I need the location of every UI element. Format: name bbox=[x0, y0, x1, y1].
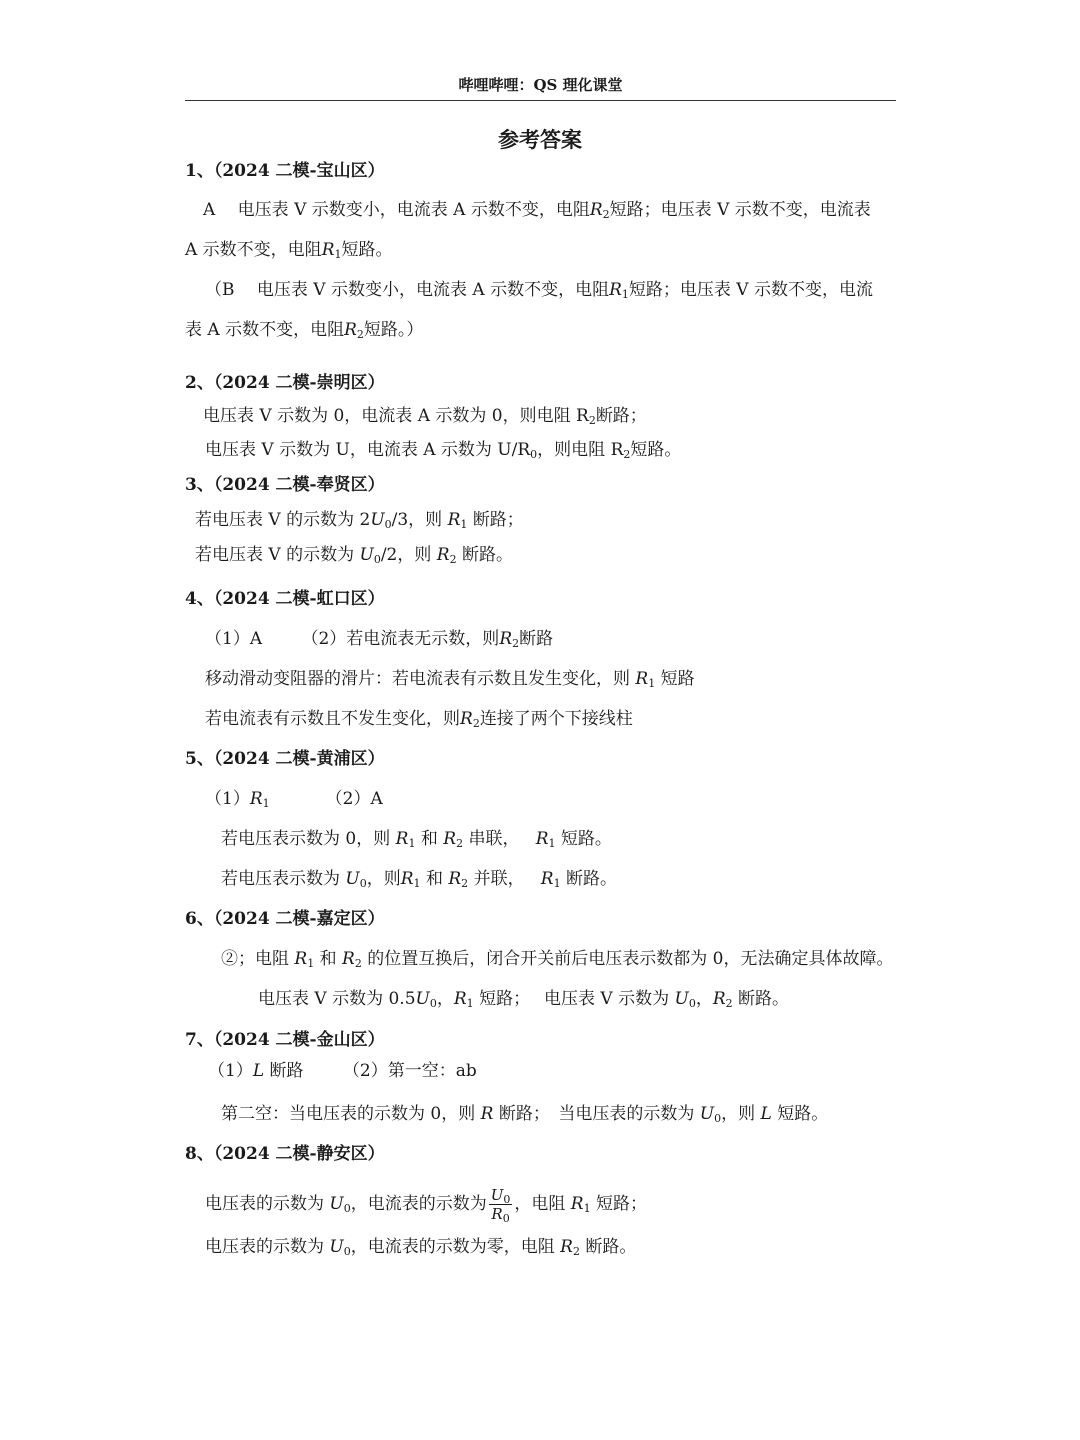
q2-line-1: 电压表 V 示数为 0，电流表 A 示数为 0，则电阻 $R_2$断路； bbox=[203, 406, 647, 427]
question-3-heading: 3、（2024 二模-奉贤区） bbox=[185, 475, 385, 495]
fraction-u0-over-r0: $\frac{U_0}{R_0}$ bbox=[490, 1186, 511, 1225]
q6-line-1: ②；电阻 $R_1$ 和 $R_2$ 的位置互换后，闭合开关前后电压表示数都为 0，无法确定具体故障。 bbox=[221, 949, 894, 970]
q4-line-1: （1）A （2）若电流表无示数，则$R_2$断路 bbox=[205, 629, 554, 650]
question-5-heading: 5、（2024 二模-黄浦区） bbox=[185, 749, 385, 769]
question-8-heading: 8、（2024 二模-静安区） bbox=[185, 1144, 385, 1164]
q5-line-3: 若电压表示数为 $U_0$，则$R_1$ 和 $R_2$ 并联， $R_1$ 断路。 bbox=[221, 869, 618, 890]
q6-line-2: 电压表 V 示数为 $0.5U_0$，$R_1$ 短路； 电压表 V 示数为 $U_0$，$R_2$ 断路。 bbox=[258, 989, 790, 1010]
q3-line-1: 若电压表 V 的示数为 $2U_0/3$，则 $R_1$ 断路； bbox=[195, 510, 524, 531]
q8-line-2: 电压表的示数为 $U_0$，电流表的示数为零，电阻 $R_2$ 断路。 bbox=[205, 1237, 637, 1258]
question-4-heading: 4、（2024 二模-虹口区） bbox=[185, 589, 385, 609]
page-title: 参考答案 bbox=[498, 127, 582, 152]
q2-line-2: 电压表 V 示数为 U，电流表 A 示数为 $U/R_0$，则电阻 $R_2$短路。 bbox=[205, 440, 682, 461]
question-6-heading: 6、（2024 二模-嘉定区） bbox=[185, 909, 385, 929]
question-1-heading: 1、（2024 二模-宝山区） bbox=[185, 161, 385, 181]
q4-line-2: 移动滑动变阻器的滑片：若电流表有示数且发生变化，则 $R_1$ 短路 bbox=[205, 669, 695, 690]
question-7-heading: 7、（2024 二模-金山区） bbox=[185, 1030, 385, 1050]
q1-line-4: 表 A 示数不变，电阻$R_2$短路。） bbox=[185, 320, 424, 341]
q4-line-3: 若电流表有示数且不发生变化，则$R_2$连接了两个下接线柱 bbox=[205, 709, 633, 730]
q8-line-1: 电压表的示数为 $U_0$，电流表的示数为 $\frac{U_0}{R_0}$ ，电阻 $R_1$ 短路； bbox=[205, 1186, 648, 1225]
q7-line-2: 第二空：当电压表的示数为 0，则 R 断路； 当电压表的示数为 $U_0$，则 L 短路。 bbox=[221, 1104, 829, 1125]
q5-line-1: $(1)R_1$ （2）A bbox=[205, 789, 383, 810]
question-2-heading: 2、（2024 二模-崇明区） bbox=[185, 373, 385, 393]
q1-line-2: A 示数不变，电阻$R_1$短路。 bbox=[185, 240, 393, 261]
page-header: 哔哩哔哩：QS 理化课堂 bbox=[185, 74, 896, 101]
q3-line-2: 若电压表 V 的示数为 $U_0/2$，则 $R_2$ 断路。 bbox=[195, 545, 513, 566]
q1-line-1: A 电压表 V 示数变小，电流表 A 示数不变，电阻$R_2$短路；电压表 V 示数不变，电流表 bbox=[203, 200, 871, 221]
q5-line-2: 若电压表示数为 0，则 $R_1$ 和 $R_2$ 串联， $R_1$ 短路。 bbox=[221, 829, 612, 850]
q7-line-1: （1）L 断路 （2）第一空：ab bbox=[208, 1061, 477, 1081]
q1-line-3: （B 电压表 V 示数变小，电流表 A 示数不变，电阻$R_1$短路；电压表 V 示数不变，电流 bbox=[205, 280, 873, 301]
